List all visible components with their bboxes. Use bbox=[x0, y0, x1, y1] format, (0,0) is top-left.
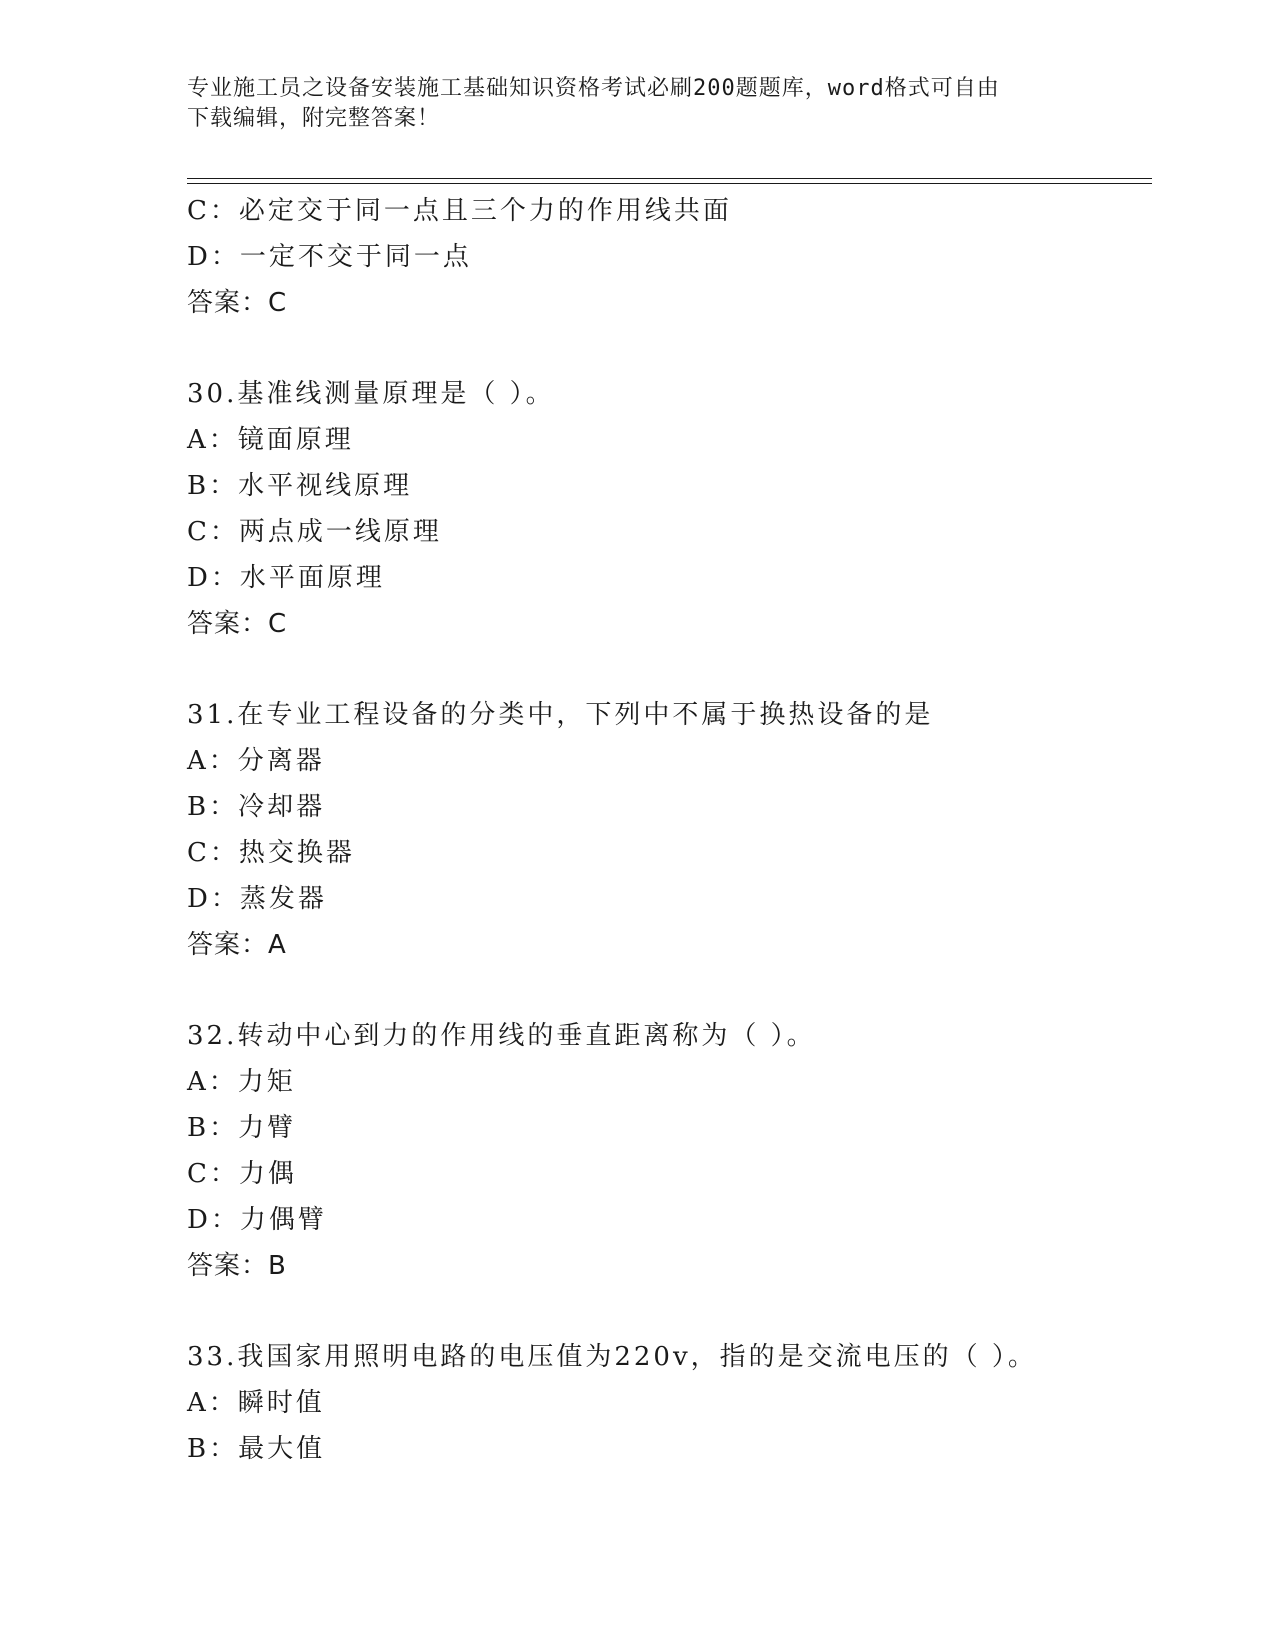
question-30 bbox=[187, 371, 1147, 647]
question-33 bbox=[187, 1334, 1147, 1472]
spacer bbox=[187, 326, 1147, 371]
option-a: A：镜面原理 bbox=[187, 425, 354, 455]
answer: 答案：A bbox=[187, 930, 287, 960]
option-c: C：热交换器 bbox=[187, 838, 355, 868]
option-d: D：一定不交于同一点 bbox=[187, 242, 472, 272]
document-header bbox=[187, 74, 1067, 134]
option-c: C：两点成一线原理 bbox=[187, 517, 442, 547]
option-d: D：蒸发器 bbox=[187, 884, 327, 914]
option-d: D：力偶臂 bbox=[187, 1205, 327, 1235]
option-d: D：水平面原理 bbox=[187, 563, 385, 593]
option-b: B：最大值 bbox=[187, 1434, 326, 1464]
header-line-2: 下载编辑，附完整答案！ bbox=[187, 106, 441, 131]
answer: 答案：C bbox=[187, 288, 288, 318]
answer: 答案：C bbox=[187, 609, 288, 639]
header-rule-top bbox=[187, 178, 1152, 179]
header-line-1: 专业施工员之设备安装施工基础知识资格考试必刷200题题库，word格式可自由 bbox=[187, 76, 1000, 101]
option-a: A：瞬时值 bbox=[187, 1388, 325, 1418]
question-list bbox=[187, 188, 1147, 1472]
spacer bbox=[187, 1289, 1147, 1334]
option-b: B：冷却器 bbox=[187, 792, 326, 822]
option-b: B：水平视线原理 bbox=[187, 471, 413, 501]
answer: 答案：B bbox=[187, 1251, 287, 1281]
spacer bbox=[187, 968, 1147, 1013]
question-29 bbox=[187, 188, 1147, 326]
header-rule-bottom bbox=[187, 183, 1152, 184]
question-text: 32.转动中心到力的作用线的垂直距离称为（ ）。 bbox=[187, 1021, 816, 1051]
question-31 bbox=[187, 692, 1147, 968]
spacer bbox=[187, 647, 1147, 692]
option-c: C：必定交于同一点且三个力的作用线共面 bbox=[187, 196, 732, 226]
option-c: C：力偶 bbox=[187, 1159, 297, 1189]
question-text: 31.在专业工程设备的分类中，下列中不属于换热设备的是 bbox=[187, 700, 934, 730]
question-text: 30.基准线测量原理是（ ）。 bbox=[187, 379, 555, 409]
option-a: A：力矩 bbox=[187, 1067, 296, 1097]
question-32 bbox=[187, 1013, 1147, 1289]
option-b: B：力臂 bbox=[187, 1113, 297, 1143]
question-text: 33.我国家用照明电路的电压值为220v，指的是交流电压的（ ）。 bbox=[187, 1342, 1037, 1372]
option-a: A：分离器 bbox=[187, 746, 325, 776]
